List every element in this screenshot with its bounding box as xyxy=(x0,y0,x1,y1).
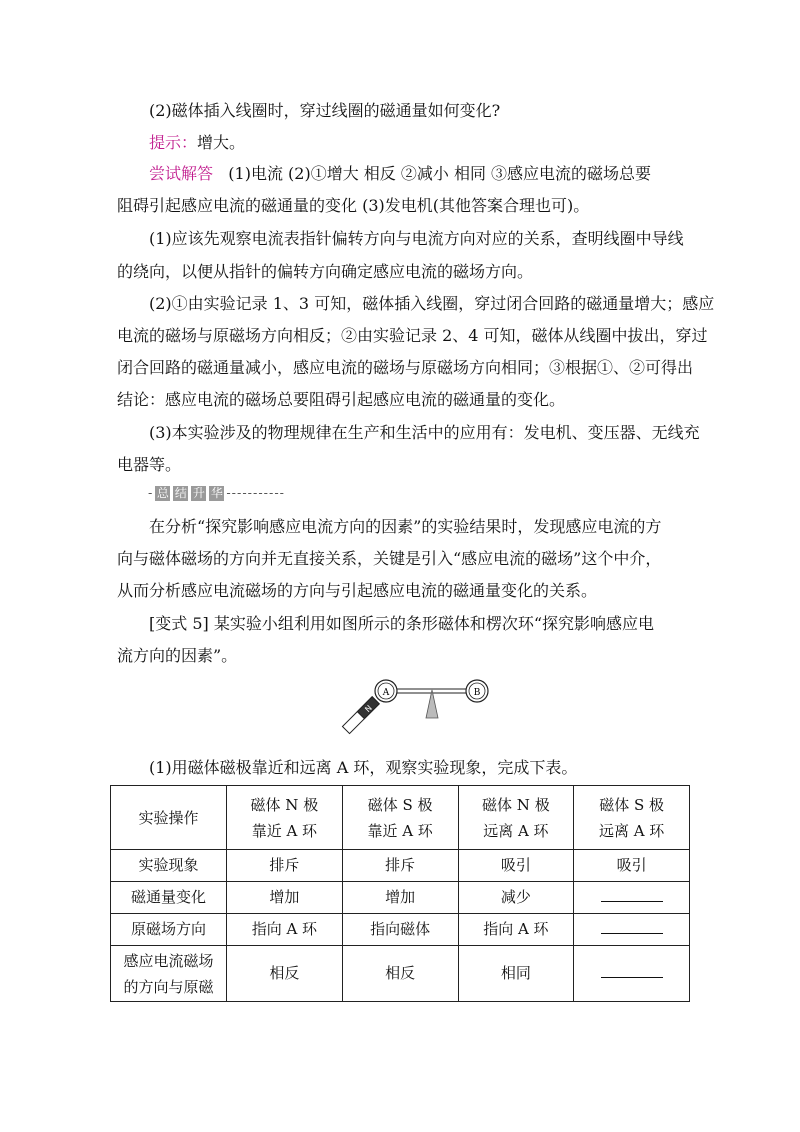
table-cell: 指向磁体 xyxy=(342,914,458,946)
explanation-2-line-1: (2)①由实验记录 1、3 可知，磁体插入线圈，穿过闭合回路的磁通量增大；感应 xyxy=(149,294,715,313)
answer-blank[interactable] xyxy=(574,882,690,914)
explanation-2-line-4: 结论：感应电流的磁场总要阻碍引起感应电流的磁通量的变化。 xyxy=(117,390,566,409)
table-row xyxy=(111,946,690,1002)
table-cell: 吸引 xyxy=(574,850,690,882)
ring-a-icon xyxy=(375,680,397,702)
row-label: 磁通量变化 xyxy=(111,882,227,914)
blank-line xyxy=(601,963,663,978)
header-cell: 磁体 S 极 靠近 A 环 xyxy=(342,786,458,850)
header-cell: 磁体 S 极 远离 A 环 xyxy=(574,786,690,850)
explanation-3-line-1: (3)本实验涉及的物理规律在生产和生活中的应用有：发电机、变压器、无线充 xyxy=(149,423,700,442)
experiment-table xyxy=(110,785,690,1002)
answer-text: (1)电流 (2)①增大 相反 ②减小 相同 ③感应电流的磁场总要 xyxy=(228,164,652,183)
question-2: (2)磁体插入线圈时，穿过线圈的磁通量如何变化? xyxy=(149,101,501,120)
table-cell: 增加 xyxy=(342,882,458,914)
pivot-stand xyxy=(426,690,438,718)
explanation-2-line-3: 闭合回路的磁通量减小，感应电流的磁场与原磁场方向相同；③根据①、②可得出 xyxy=(117,358,694,377)
row-label: 感应电流磁场 的方向与原磁 xyxy=(111,946,227,1002)
table-header-row xyxy=(111,786,690,850)
table-cell: 指向 A 环 xyxy=(227,914,343,946)
answer-blank[interactable] xyxy=(574,914,690,946)
row-label: 原磁场方向 xyxy=(111,914,227,946)
ring-b-label: B xyxy=(473,688,481,698)
row-label: 实验现象 xyxy=(111,850,227,882)
hint xyxy=(149,133,245,153)
header-cell: 磁体 N 极 靠近 A 环 xyxy=(227,786,343,850)
summary-char: 总 xyxy=(156,485,169,500)
table-cell: 指向 A 环 xyxy=(458,914,574,946)
table-intro: (1)用磁体磁极靠近和远离 A 环，观察实验现象，完成下表。 xyxy=(149,758,578,777)
lenz-ring-figure xyxy=(336,668,502,740)
summary-badge xyxy=(155,486,224,501)
answer-line-1 xyxy=(149,164,651,184)
blank-line xyxy=(601,919,663,934)
hint-text: 增大。 xyxy=(197,133,246,152)
summary-dash-left: - xyxy=(148,486,154,500)
explanation-2-line-2: 电流的磁场与原磁场方向相反；②由实验记录 2、4 可知，磁体从线圈中拔出，穿过 xyxy=(117,326,708,345)
header-cell: 实验操作 xyxy=(111,786,227,850)
table-cell: 减少 xyxy=(458,882,574,914)
variant-line-1: [变式 5] 某实验小组利用如图所示的条形磁体和楞次环“探究影响感应电 xyxy=(149,614,655,633)
summary-heading xyxy=(148,483,285,503)
summary-line-3: 从而分析感应电流磁场的方向与引起感应电流的磁通量变化的关系。 xyxy=(117,581,598,600)
explanation-1-line-1: (1)应该先观察电流表指针偏转方向与电流方向对应的关系，查明线圈中导线 xyxy=(149,229,684,248)
magnet-pole-label: N xyxy=(363,703,374,715)
header-cell: 磁体 N 极 远离 A 环 xyxy=(458,786,574,850)
answer-label: 尝试解答 xyxy=(149,164,214,183)
table-cell: 相反 xyxy=(227,946,343,1002)
table-cell: 相反 xyxy=(342,946,458,1002)
summary-dash-right: ----------- xyxy=(226,486,285,500)
table-cell: 增加 xyxy=(227,882,343,914)
answer-line-2: 阻碍引起感应电流的磁通量的变化 (3)发电机(其他答案合理也可)。 xyxy=(117,196,590,215)
summary-char: 华 xyxy=(210,485,223,500)
table-cell: 排斥 xyxy=(227,850,343,882)
hint-label: 提示： xyxy=(149,133,198,152)
table-cell: 排斥 xyxy=(342,850,458,882)
summary-char: 升 xyxy=(192,485,205,500)
explanation-1-line-2: 的绕向，以便从指针的偏转方向确定感应电流的磁场方向。 xyxy=(117,262,534,281)
table-cell: 相同 xyxy=(458,946,574,1002)
variant-line-2: 流方向的因素”。 xyxy=(117,646,238,665)
summary-char: 结 xyxy=(174,485,187,500)
explanation-3-line-2: 电器等。 xyxy=(117,455,182,474)
summary-line-2: 向与磁体磁场的方向并无直接关系，关键是引入“感应电流的磁场”这个中介， xyxy=(117,549,662,568)
ring-a-label: A xyxy=(382,688,390,698)
table-cell: 吸引 xyxy=(458,850,574,882)
magnet-icon xyxy=(342,697,379,734)
answer-blank[interactable] xyxy=(574,946,690,1002)
table-row xyxy=(111,882,690,914)
blank-line xyxy=(601,887,663,902)
table-row xyxy=(111,850,690,882)
summary-line-1: 在分析“探究影响感应电流方向的因素”的实验结果时，发现感应电流的方 xyxy=(149,517,662,536)
ring-b-icon xyxy=(466,680,488,702)
table-row xyxy=(111,914,690,946)
